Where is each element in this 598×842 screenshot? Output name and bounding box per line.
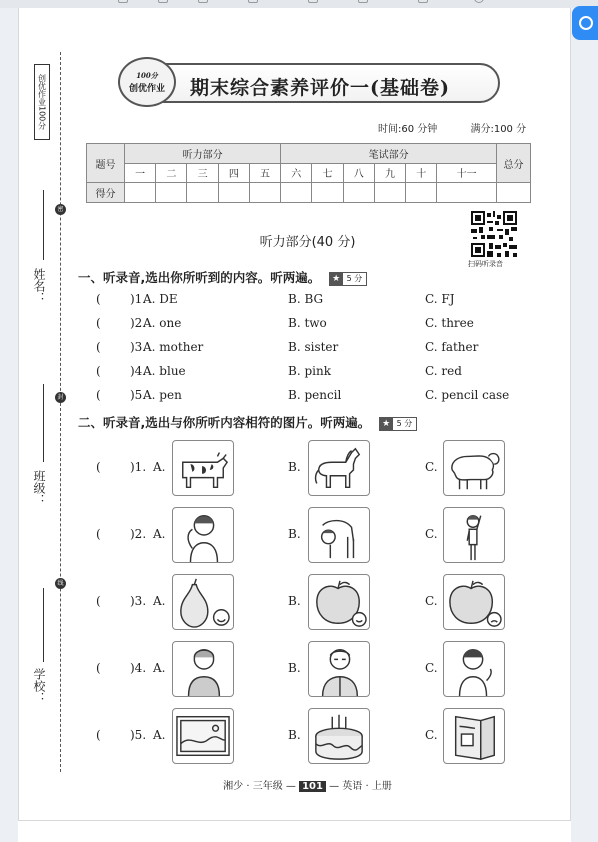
option-c-label: C. bbox=[425, 661, 438, 675]
points-badge bbox=[329, 272, 368, 286]
listening-question-row bbox=[96, 340, 556, 358]
boy-raising-arm-icon bbox=[443, 507, 505, 563]
question-column-header: 九 bbox=[374, 163, 405, 183]
option-a: A. pen bbox=[143, 388, 182, 402]
option-a-label: A. bbox=[153, 661, 166, 675]
logo-text: 创优作业 bbox=[128, 83, 165, 94]
pear-smile-icon bbox=[172, 574, 234, 630]
option-a-label: A. bbox=[153, 527, 166, 541]
picture-question-row bbox=[96, 641, 556, 699]
question-number: )3. bbox=[130, 340, 147, 354]
score-cell[interactable] bbox=[125, 183, 156, 203]
toolbar-icon[interactable] bbox=[118, 0, 128, 3]
question-column-header: 十 bbox=[406, 163, 437, 183]
name-label: 姓名： bbox=[32, 268, 46, 304]
section1-instruction bbox=[78, 268, 367, 286]
boy-icon bbox=[443, 641, 505, 697]
footer-left: 湘少 · 三年级 — bbox=[223, 781, 296, 792]
question-column-header: 四 bbox=[218, 163, 249, 183]
score-cell[interactable] bbox=[374, 183, 405, 203]
total-header: 总分 bbox=[497, 144, 531, 183]
boy-touching-head-icon bbox=[172, 507, 234, 563]
question-column-header: 十一 bbox=[437, 163, 497, 183]
option-a: A. blue bbox=[143, 364, 186, 378]
score-cell[interactable] bbox=[187, 183, 218, 203]
option-c: C. FJ bbox=[425, 292, 455, 306]
question-column-header: 七 bbox=[312, 163, 343, 183]
answer-blank[interactable]: ( bbox=[96, 728, 101, 742]
option-b-label: B. bbox=[288, 527, 301, 541]
section2-instruction-text: 二、听录音,选出与你所听内容相符的图片。听两遍。 bbox=[78, 415, 371, 430]
toolbar-icon[interactable] bbox=[474, 0, 484, 3]
picture-question-row bbox=[96, 440, 556, 498]
score-table bbox=[86, 143, 531, 203]
seal-mark: 密 bbox=[55, 204, 66, 215]
star-icon: ★ bbox=[330, 273, 343, 285]
option-b: B. two bbox=[288, 316, 327, 330]
answer-blank[interactable]: ( bbox=[96, 460, 101, 474]
option-c-label: C. bbox=[425, 460, 438, 474]
class-line[interactable] bbox=[43, 384, 44, 462]
question-number: )4. bbox=[130, 661, 147, 675]
section1-instruction-text: 一、听录音,选出你所听到的内容。听两遍。 bbox=[78, 270, 321, 285]
question-number: )2. bbox=[130, 316, 147, 330]
birthday-card-icon bbox=[443, 708, 505, 764]
apple-smile-icon bbox=[308, 574, 370, 630]
toolbar-icon[interactable] bbox=[198, 0, 208, 3]
question-column-header: 二 bbox=[156, 163, 187, 183]
option-c: C. red bbox=[425, 364, 462, 378]
logo-score: 100分 bbox=[136, 70, 158, 80]
option-c-label: C. bbox=[425, 527, 438, 541]
option-b-label: B. bbox=[288, 594, 301, 608]
listening-question-row bbox=[96, 388, 556, 406]
written-header: 笔试部分 bbox=[281, 144, 497, 164]
question-number: )3. bbox=[130, 594, 147, 608]
browser-toolbar bbox=[0, 0, 598, 8]
answer-blank[interactable]: ( bbox=[96, 292, 101, 306]
horse-icon bbox=[308, 440, 370, 496]
next-page-edge bbox=[18, 820, 571, 842]
full-score: 满分:100 分 bbox=[470, 124, 527, 135]
seal-mark: 线 bbox=[55, 578, 66, 589]
score-cell[interactable] bbox=[281, 183, 312, 203]
option-c: C. pencil case bbox=[425, 388, 510, 402]
exam-meta bbox=[378, 120, 526, 135]
class-label: 班级： bbox=[32, 470, 46, 506]
picture-question-row bbox=[96, 708, 556, 766]
score-cell[interactable] bbox=[156, 183, 187, 203]
qr-label: 扫码听录音 bbox=[468, 260, 503, 268]
listening-header: 听力部分 bbox=[125, 144, 281, 164]
star-icon: ★ bbox=[380, 418, 393, 430]
option-c-label: C. bbox=[425, 594, 438, 608]
question-number: )1. bbox=[130, 460, 147, 474]
question-number-label: 题号 bbox=[87, 144, 125, 183]
school-line[interactable] bbox=[43, 588, 44, 662]
question-column-header: 六 bbox=[281, 163, 312, 183]
option-b: B. BG bbox=[288, 292, 324, 306]
toolbar-icon[interactable] bbox=[248, 0, 258, 3]
grandpa-icon bbox=[308, 641, 370, 697]
option-a: A. DE bbox=[143, 292, 178, 306]
option-a-label: A. bbox=[153, 728, 166, 742]
question-number: )2. bbox=[130, 527, 147, 541]
option-b-label: B. bbox=[288, 728, 301, 742]
question-number: )4. bbox=[130, 364, 147, 378]
score-cell[interactable] bbox=[343, 183, 374, 203]
answer-blank[interactable]: ( bbox=[96, 661, 101, 675]
time-limit: 时间:60 分钟 bbox=[378, 124, 438, 135]
question-column-header: 三 bbox=[187, 163, 218, 183]
question-number: )5. bbox=[130, 388, 147, 402]
picture-question-row bbox=[96, 507, 556, 565]
option-a: A. one bbox=[143, 316, 182, 330]
question-column-header: 五 bbox=[249, 163, 280, 183]
toolbar-icon[interactable] bbox=[158, 0, 168, 3]
binding-dashed-line bbox=[60, 52, 61, 772]
footer-right: — 英语 · 上册 bbox=[329, 781, 392, 792]
brand-badge: 创优作业100分 bbox=[34, 64, 50, 140]
option-c: C. three bbox=[425, 316, 474, 330]
score-cell[interactable] bbox=[249, 183, 280, 203]
points-text: 5 分 bbox=[396, 419, 413, 428]
option-b-label: B. bbox=[288, 460, 301, 474]
answer-blank[interactable]: ( bbox=[96, 340, 101, 354]
sheep-icon bbox=[443, 440, 505, 496]
seal-mark: 封 bbox=[55, 392, 66, 403]
brand-logo bbox=[118, 57, 176, 107]
school-label: 学校： bbox=[32, 668, 46, 704]
page-title: 期末综合素养评价一(基础卷) bbox=[190, 77, 450, 99]
score-cell[interactable] bbox=[312, 183, 343, 203]
answer-blank[interactable]: ( bbox=[96, 527, 101, 541]
picture-question-row bbox=[96, 574, 556, 632]
points-badge bbox=[379, 417, 418, 431]
option-b: B. pink bbox=[288, 364, 331, 378]
apple-sad-icon bbox=[443, 574, 505, 630]
option-c-label: C. bbox=[425, 728, 438, 742]
painting-icon bbox=[172, 708, 234, 764]
option-c: C. father bbox=[425, 340, 479, 354]
option-b-label: B. bbox=[288, 661, 301, 675]
listening-question-row bbox=[96, 292, 556, 310]
question-column-header: 八 bbox=[343, 163, 374, 183]
question-number: )1. bbox=[130, 292, 147, 306]
answer-blank[interactable]: ( bbox=[96, 364, 101, 378]
toolbar-icon[interactable] bbox=[418, 0, 428, 3]
listening-heading: 听力部分(40 分) bbox=[259, 235, 356, 250]
assistant-button[interactable] bbox=[572, 6, 598, 40]
question-column-header: 一 bbox=[125, 163, 156, 183]
question-number: )5. bbox=[130, 728, 147, 742]
option-a-label: A. bbox=[153, 594, 166, 608]
page-footer bbox=[0, 777, 598, 792]
score-cell[interactable] bbox=[406, 183, 437, 203]
toolbar-icon[interactable] bbox=[358, 0, 368, 3]
points-text: 5 分 bbox=[346, 274, 363, 283]
option-a-label: A. bbox=[153, 460, 166, 474]
grandma-icon bbox=[172, 641, 234, 697]
option-a: A. mother bbox=[143, 340, 204, 354]
boy-bending-icon bbox=[308, 507, 370, 563]
score-cell[interactable] bbox=[218, 183, 249, 203]
score-cell[interactable] bbox=[437, 183, 497, 203]
answer-blank[interactable]: ( bbox=[96, 594, 101, 608]
cow-icon bbox=[172, 440, 234, 496]
option-b: B. sister bbox=[288, 340, 339, 354]
listening-question-row bbox=[96, 364, 556, 382]
birthday-cake-icon bbox=[308, 708, 370, 764]
answer-blank[interactable]: ( bbox=[96, 316, 101, 330]
listening-question-row bbox=[96, 316, 556, 334]
score-cell-total[interactable] bbox=[497, 183, 531, 203]
page-number: 101 bbox=[299, 781, 326, 792]
answer-blank[interactable]: ( bbox=[96, 388, 101, 402]
option-b: B. pencil bbox=[288, 388, 342, 402]
section2-instruction bbox=[78, 413, 417, 431]
score-label: 得分 bbox=[87, 183, 125, 203]
qr-code-icon[interactable] bbox=[471, 211, 517, 257]
toolbar-icon[interactable] bbox=[308, 0, 318, 3]
